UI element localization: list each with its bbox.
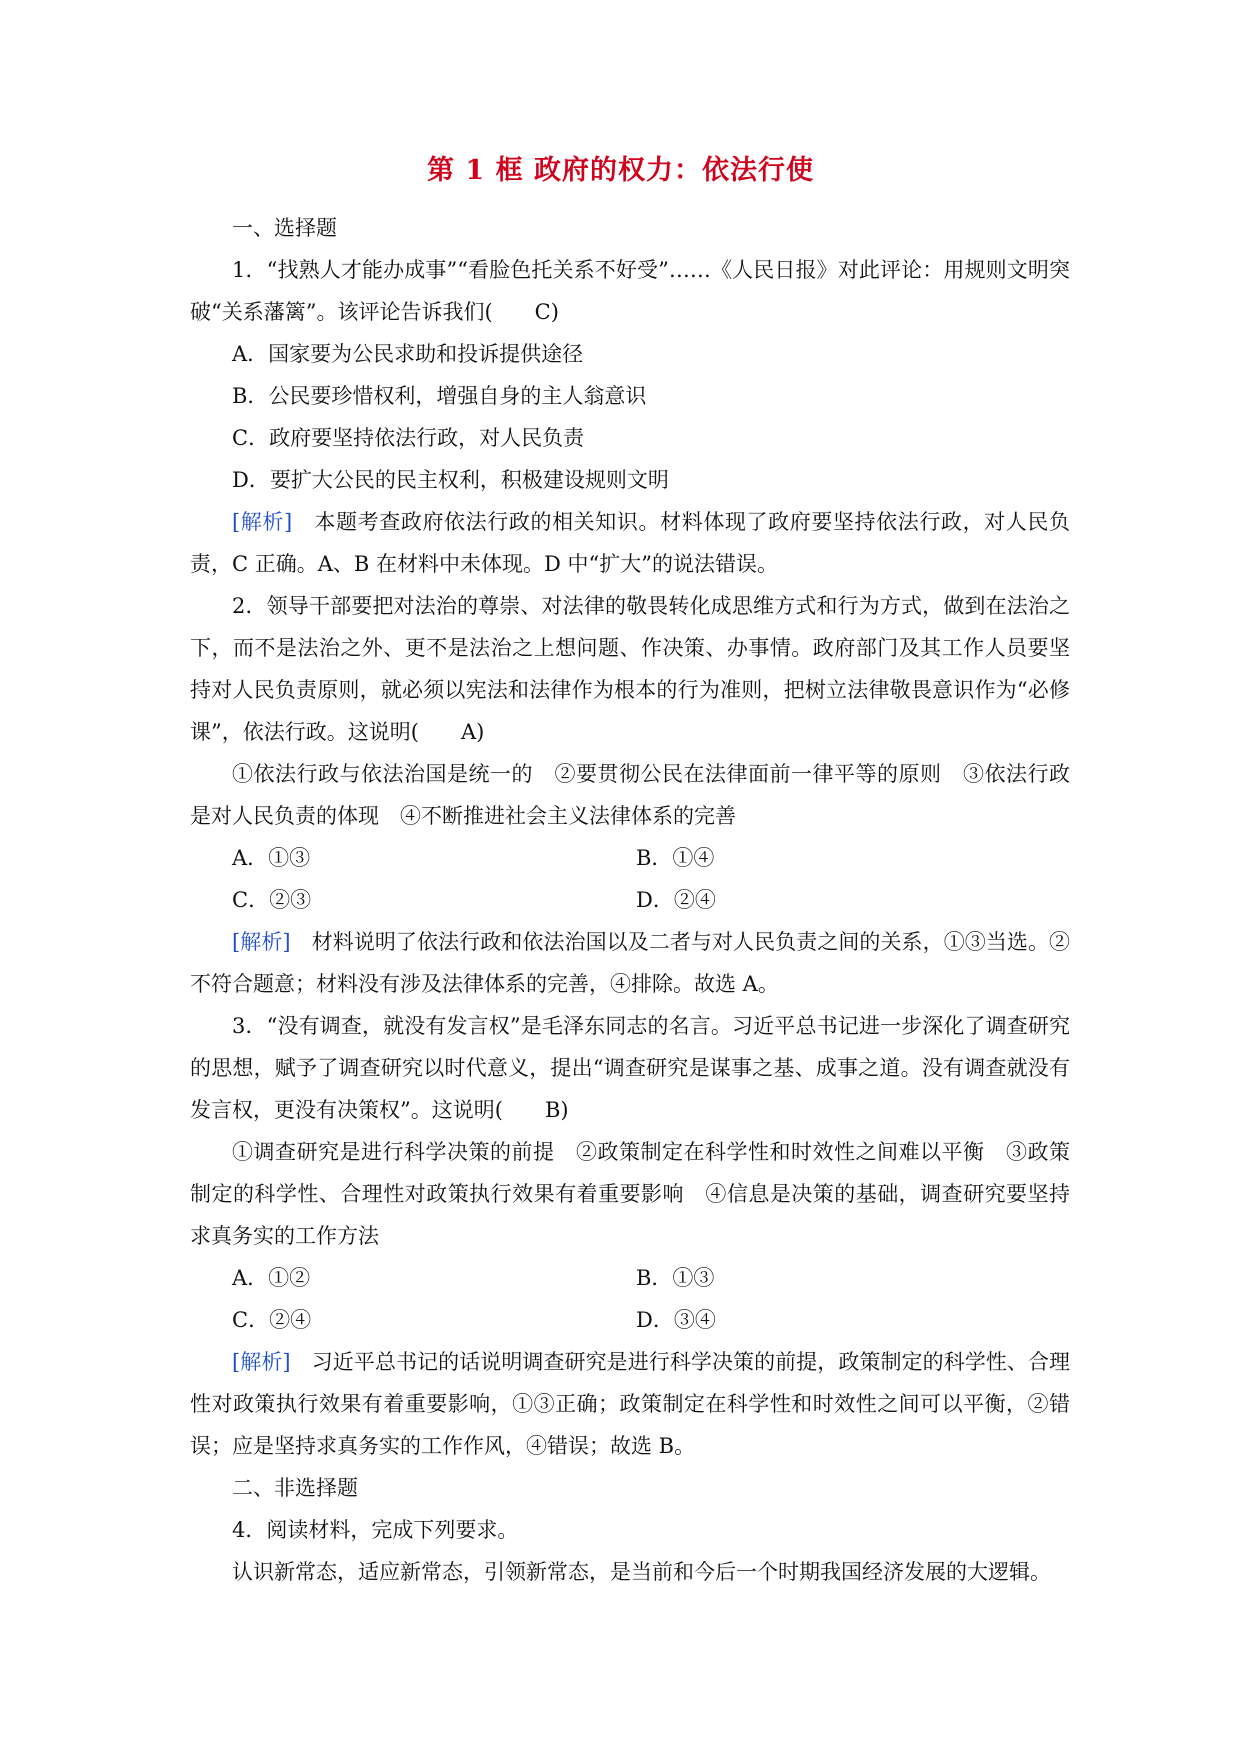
question-3-stem	[190, 1005, 1070, 1131]
question-1-analysis	[190, 501, 1070, 585]
question-2-option-c: C．②③	[232, 888, 312, 912]
analysis-text: 习近平总书记的话说明调查研究是进行科学决策的前提，政策制定的科学性、合理性对政策执行效果有着重要影响，①③正确；政策制定在科学性和时效性之间可以平衡，②错误；应是坚持求真务实的工作作风，④错误；故选 B。	[190, 1350, 1071, 1458]
question-3-option-a: A．①②	[232, 1266, 311, 1290]
answer-letter: C	[534, 300, 551, 324]
question-3-options-row-2	[190, 1299, 1070, 1341]
question-1-stem	[190, 249, 1070, 333]
question-3-analysis	[190, 1341, 1070, 1467]
question-3-options-row-1	[190, 1257, 1070, 1299]
question-2-options-row-2	[190, 879, 1070, 921]
analysis-tag: [解析]	[232, 510, 293, 534]
page-title: 第 1 框 政府的权力：依法行使	[427, 155, 814, 186]
analysis-tag: [解析]	[232, 930, 291, 954]
section-heading-choice: 一、选择题	[232, 216, 337, 240]
analysis-text: 本题考查政府依法行政的相关知识。材料体现了政府要坚持依法行政，对人民负责，C 正确。A、B 在材料中未体现。D 中“扩大”的说法错误。	[190, 510, 1071, 576]
answer-letter: A	[460, 720, 477, 744]
question-stem-close: )	[560, 1098, 569, 1122]
question-3-option-d: D．③④	[636, 1308, 716, 1332]
question-2-items: ①依法行政与依法治国是统一的 ②要贯彻公民在法律面前一律平等的原则 ③依法行政是对人民负责的体现 ④不断推进社会主义法律体系的完善	[190, 762, 1070, 828]
answer-letter: B	[544, 1098, 561, 1122]
question-1-option-b: B．公民要珍惜权利，增强自身的主人翁意识	[232, 384, 647, 408]
question-1-option-d: D．要扩大公民的民主权利，积极建设规则文明	[232, 468, 669, 492]
question-1-option-c: C．政府要坚持依法行政，对人民负责	[232, 426, 585, 450]
question-stem-close: )	[550, 300, 559, 324]
question-4-material: 认识新常态，适应新常态，引领新常态，是当前和今后一个时期我国经济发展的大逻辑。	[232, 1560, 1051, 1584]
section-heading-non-choice: 二、非选择题	[232, 1476, 358, 1500]
question-2-stem	[190, 585, 1070, 753]
question-3-items: ①调查研究是进行科学决策的前提 ②政策制定在科学性和时效性之间难以平衡 ③政策制定的科学性、合理性对政策执行效果有着重要影响 ④信息是决策的基础，调查研究要坚持求真务实的工作方法	[190, 1140, 1070, 1248]
question-2-option-d: D．②④	[636, 888, 716, 912]
document-body	[190, 207, 1070, 1593]
question-stem-text: 3．“没有调查，就没有发言权”是毛泽东同志的名言。习近平总书记进一步深化了调查研究的思想，赋予了调查研究以时代意义，提出“调查研究是谋事之基、成事之道。没有调查就没有发言权，更没有决策权”。这说明(	[190, 1014, 1070, 1122]
question-2-option-a: A．①③	[232, 846, 311, 870]
question-stem-text: 1．“找熟人才能办成事”“看脸色托关系不好受”……《人民日报》对此评论：用规则文明突破“关系藩篱”。该评论告诉我们(	[190, 258, 1070, 324]
question-2-analysis	[190, 921, 1070, 1005]
analysis-tag: [解析]	[232, 1350, 291, 1374]
question-3-option-c: C．②④	[232, 1308, 312, 1332]
question-4-stem: 4．阅读材料，完成下列要求。	[232, 1518, 519, 1542]
analysis-text: 材料说明了依法行政和依法治国以及二者与对人民负责之间的关系，①③当选。②不符合题意；材料没有涉及法律体系的完善，④排除。故选 A。	[190, 930, 1071, 996]
question-stem-text: 2．领导干部要把对法治的尊崇、对法律的敬畏转化成思维方式和行为方式，做到在法治之下，而不是法治之外、更不是法治之上想问题、作决策、办事情。政府部门及其工作人员要坚持对人民负责原则，就必须以宪法和法律作为根本的行为准则，把树立法律敬畏意识作为“必修课”，依法行政。这说明(	[190, 594, 1070, 744]
question-2-option-b: B．①④	[636, 846, 715, 870]
question-stem-close: )	[476, 720, 485, 744]
question-1-option-a: A．国家要为公民求助和投诉提供途径	[232, 342, 584, 366]
question-2-options-row-1	[190, 837, 1070, 879]
question-3-option-b: B．①③	[636, 1266, 715, 1290]
